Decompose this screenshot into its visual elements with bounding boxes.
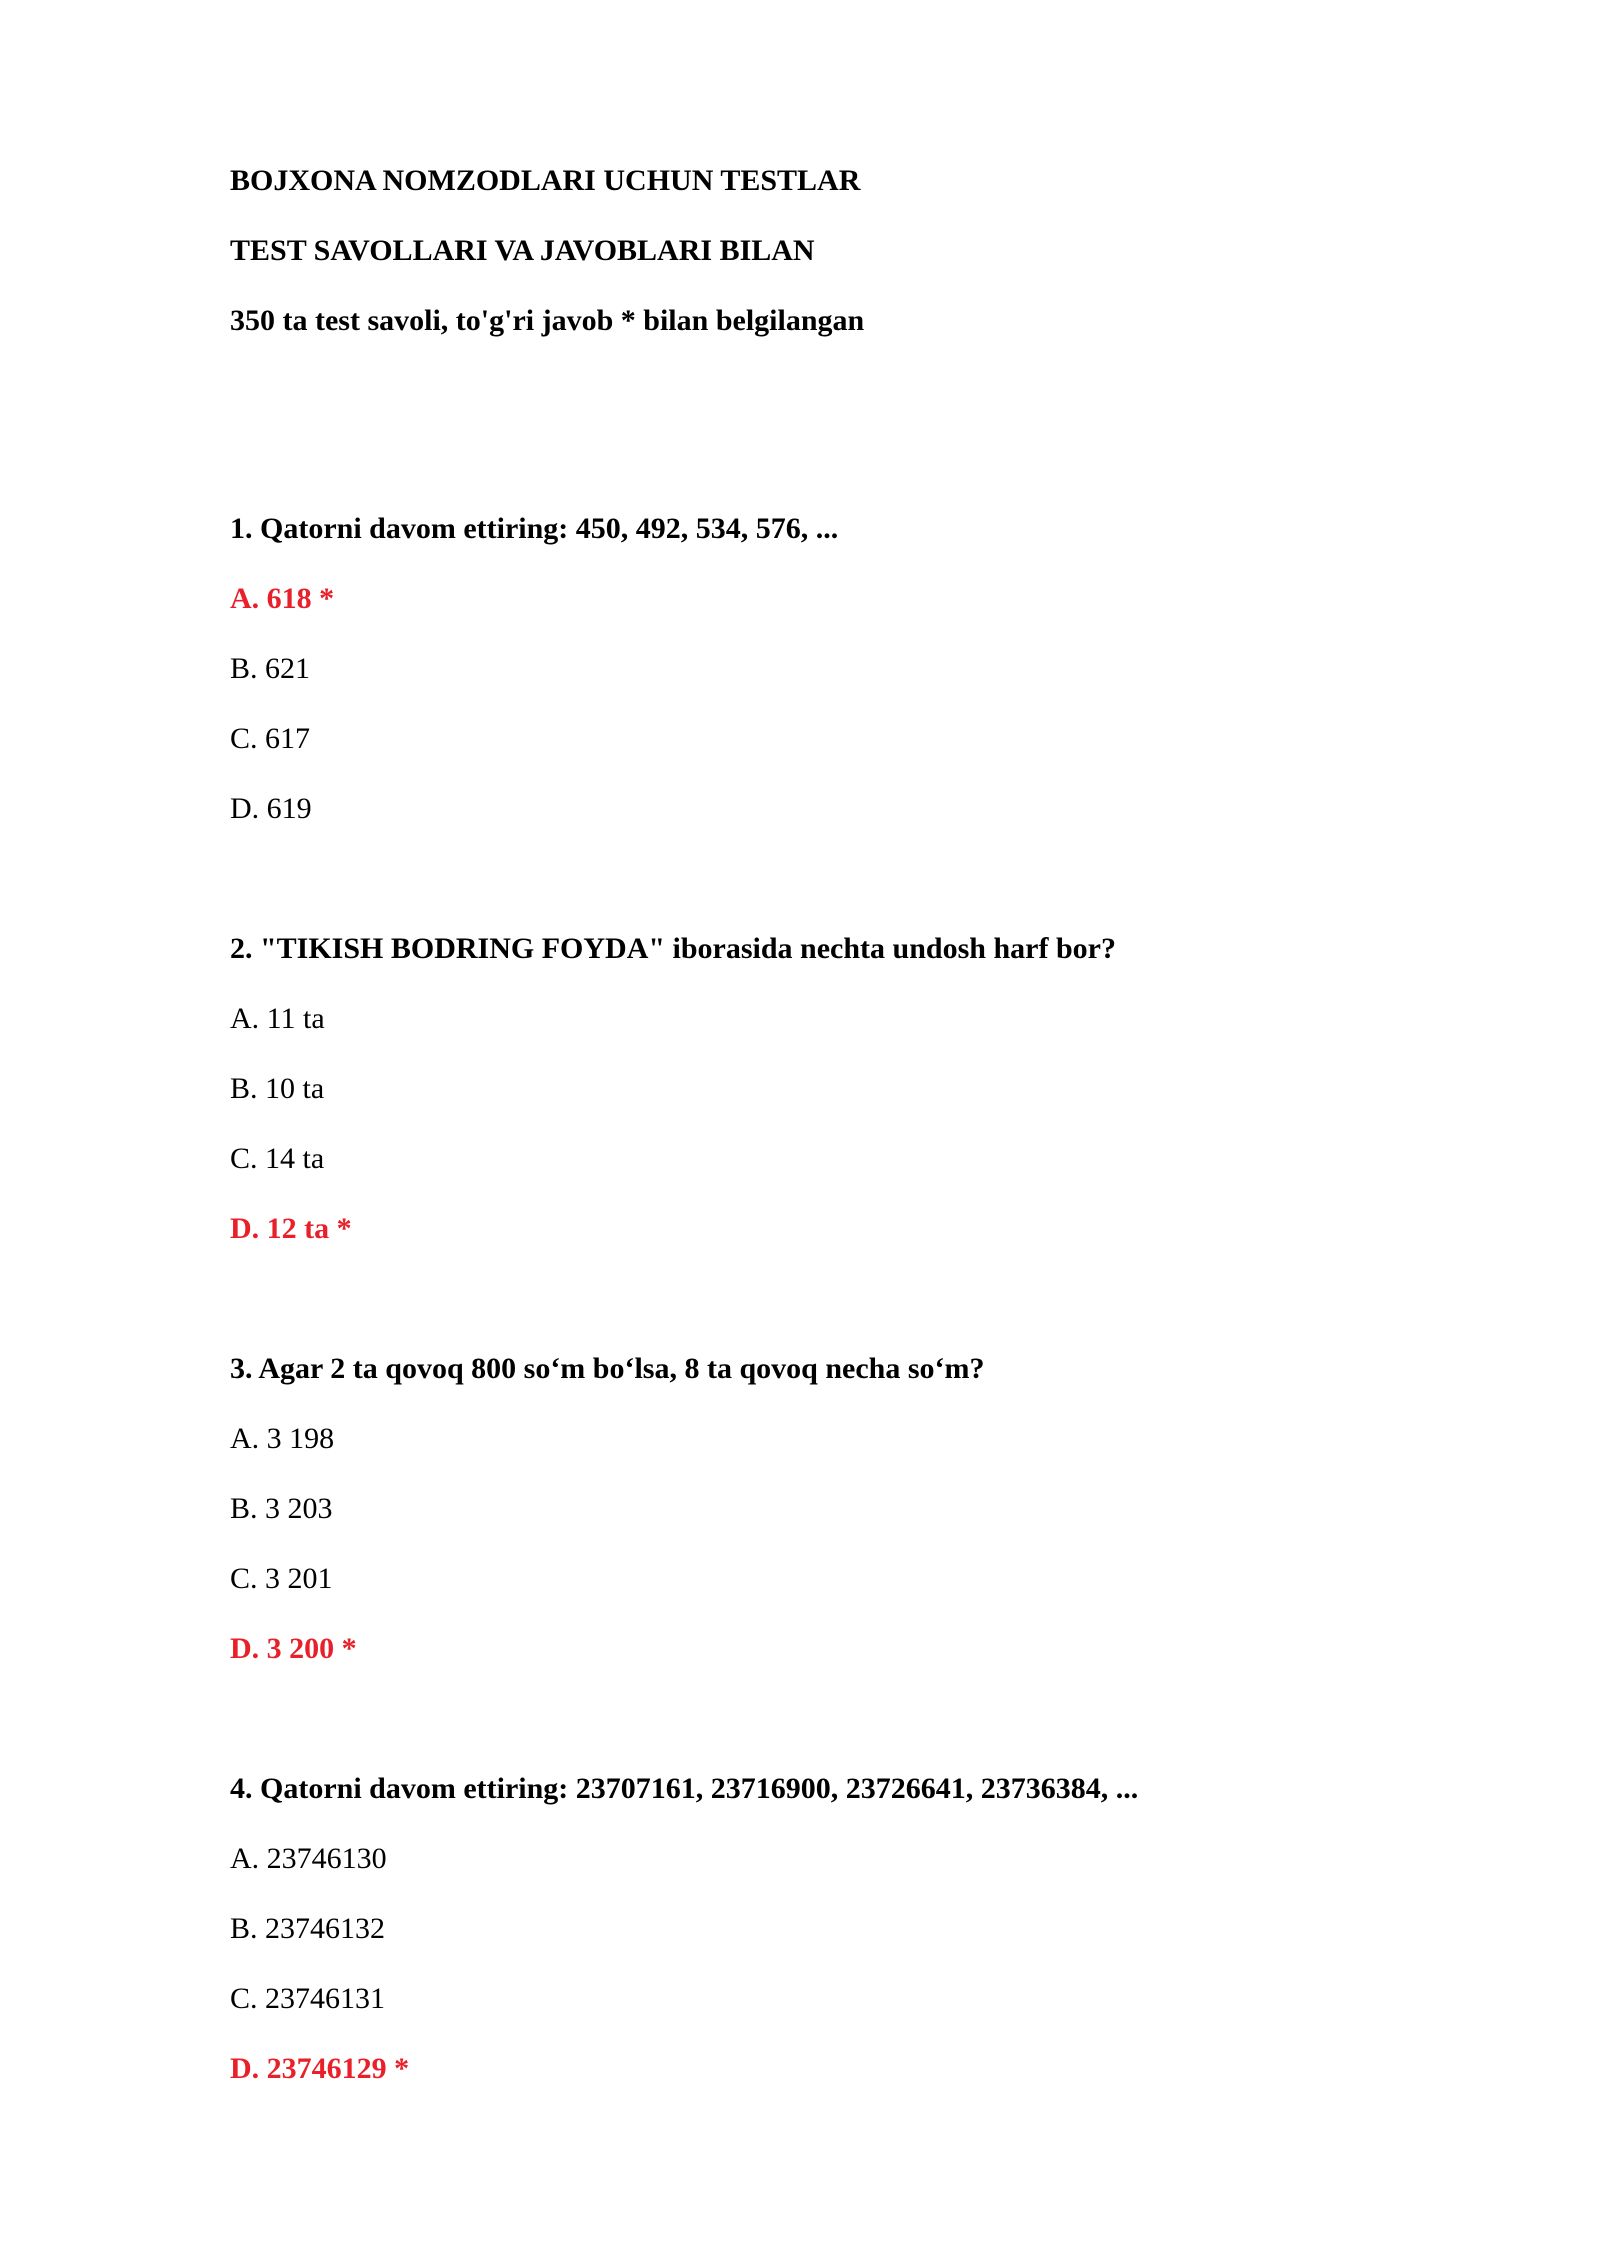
header-spacer	[230, 356, 1430, 494]
option-c: C. 14 ta	[230, 1142, 325, 1175]
option-a: A. 3 198	[230, 1422, 335, 1455]
option-a: A. 11 ta	[230, 1002, 325, 1035]
option-d: D. 12 ta *	[230, 1212, 352, 1245]
question-text: 4. Qatorni davom ettiring: 23707161, 23716900, 23726641, 23736384, ...	[230, 1772, 1139, 1805]
question-4	[230, 1754, 1430, 2104]
question-text: 1. Qatorni davom ettiring: 450, 492, 534, 576, ...	[230, 512, 839, 545]
question-spacer	[230, 1684, 1430, 1754]
question-text: 3. Agar 2 ta qovoq 800 so‘m bo‘lsa, 8 ta qovoq necha so‘m?	[230, 1352, 985, 1385]
option-d: D. 3 200 *	[230, 1632, 357, 1665]
option-c: C. 23746131	[230, 1982, 386, 2015]
option-b: B. 3 203	[230, 1492, 333, 1525]
document-title: BOJXONA NOMZODLARI UCHUN TESTLAR	[230, 164, 861, 197]
option-c: C. 617	[230, 722, 311, 755]
document-content	[230, 146, 1430, 2104]
option-c: C. 3 201	[230, 1562, 333, 1595]
option-a: A. 618 *	[230, 582, 335, 615]
option-b: B. 621	[230, 652, 311, 685]
question-spacer	[230, 844, 1430, 914]
document-subtitle: TEST SAVOLLARI VA JAVOBLARI BILAN	[230, 234, 815, 267]
question-2	[230, 914, 1430, 1264]
question-3	[230, 1334, 1430, 1684]
document-note: 350 ta test savoli, to'g'ri javob * bilan belgilangan	[230, 304, 865, 337]
question-1	[230, 494, 1430, 844]
option-a: A. 23746130	[230, 1842, 387, 1875]
option-b: B. 23746132	[230, 1912, 386, 1945]
option-b: B. 10 ta	[230, 1072, 325, 1105]
question-spacer	[230, 1264, 1430, 1334]
question-text: 2. "TIKISH BODRING FOYDA" iborasida nechta undosh harf bor?	[230, 932, 1116, 965]
option-d: D. 23746129 *	[230, 2052, 410, 2085]
option-d: D. 619	[230, 792, 312, 825]
